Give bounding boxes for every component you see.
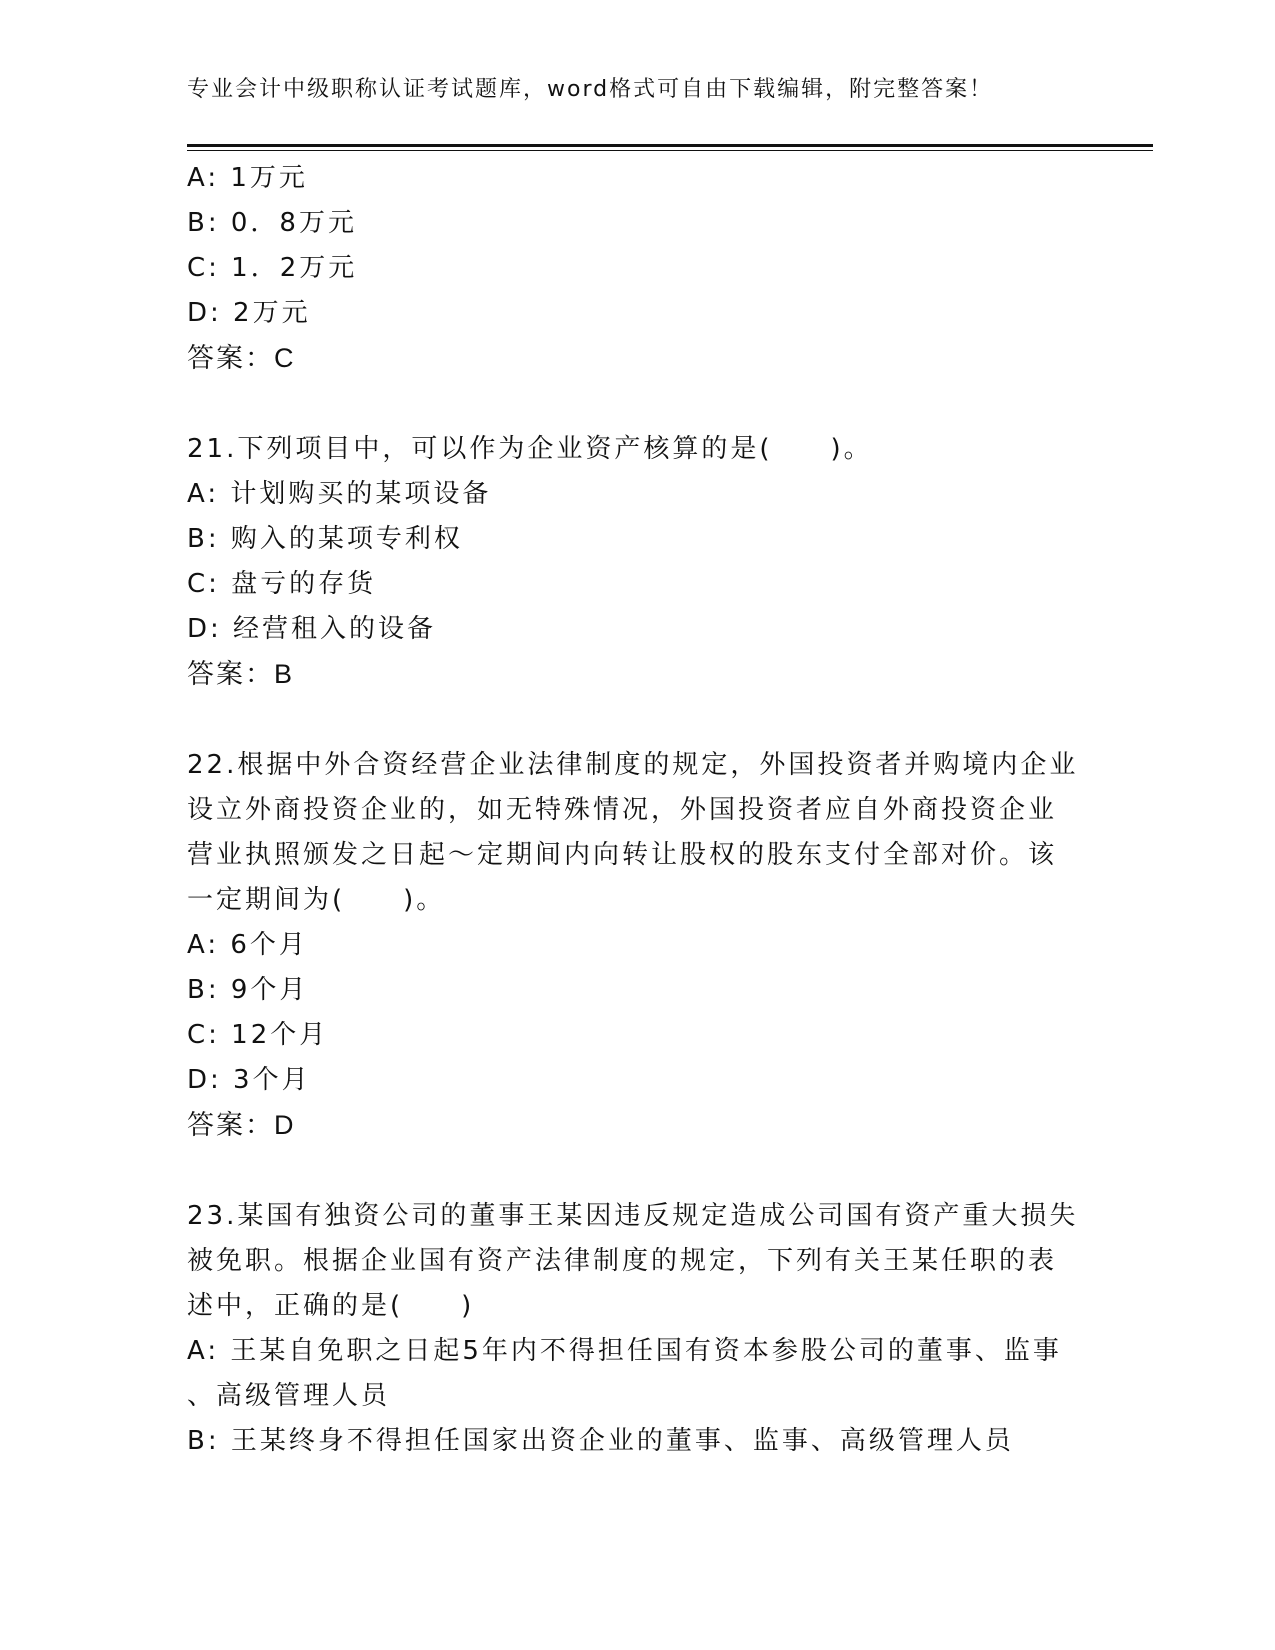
header-divider-thin [187, 150, 1153, 151]
option-b: B: 0．8万元 [187, 208, 357, 238]
question-stem-line: 被免职。根据企业国有资产法律制度的规定，下列有关王某任职的表 [187, 1246, 1058, 1276]
option-c: C: 1．2万元 [187, 253, 358, 283]
option-a: A: 1万元 [187, 163, 308, 193]
question-stem-line: 22.根据中外合资经营企业法律制度的规定，外国投资者并购境内企业 [187, 750, 1079, 780]
answer: 答案：B [187, 659, 295, 689]
question-21 [187, 427, 1067, 697]
option-b: B: 王某终身不得担任国家出资企业的董事、监事、高级管理人员 [187, 1426, 1014, 1456]
option-a-continued: 、高级管理人员 [187, 1381, 391, 1411]
answer: 答案：C [187, 343, 296, 373]
question-stem-line: 设立外商投资企业的，如无特殊情况，外国投资者应自外商投资企业 [187, 795, 1058, 825]
option-b: B: 购入的某项专利权 [187, 524, 463, 554]
option-d: D: 2万元 [187, 298, 311, 328]
option-a: A: 王某自免职之日起5年内不得担任国有资本参股公司的董事、监事 [187, 1336, 1062, 1366]
question-22 [187, 743, 1079, 1148]
question-stem: 21.下列项目中，可以作为企业资产核算的是( )。 [187, 434, 873, 464]
question-stem-line: 营业执照颁发之日起～定期间内向转让股权的股东支付全部对价。该 [187, 840, 1058, 870]
option-c: C: 12个月 [187, 1020, 329, 1050]
question-stem-line: 23.某国有独资公司的董事王某因违反规定造成公司国有资产重大损失 [187, 1201, 1079, 1231]
question-stem-line: 一定期间为( )。 [187, 885, 446, 915]
option-b: B: 9个月 [187, 975, 309, 1005]
question-23 [187, 1194, 1079, 1464]
option-c: C: 盘亏的存货 [187, 569, 377, 599]
page-header: 专业会计中级职称认证考试题库，word格式可自由下载编辑，附完整答案！ [187, 77, 994, 102]
option-a: A: 计划购买的某项设备 [187, 479, 492, 509]
question-content [187, 156, 1079, 1464]
question-20 [187, 156, 1067, 381]
option-d: D: 3个月 [187, 1065, 311, 1095]
answer: 答案：D [187, 1110, 296, 1140]
option-a: A: 6个月 [187, 930, 308, 960]
question-stem-line: 述中，正确的是( ) [187, 1291, 475, 1321]
header-divider-thick [187, 144, 1153, 147]
option-d: D: 经营租入的设备 [187, 614, 437, 644]
